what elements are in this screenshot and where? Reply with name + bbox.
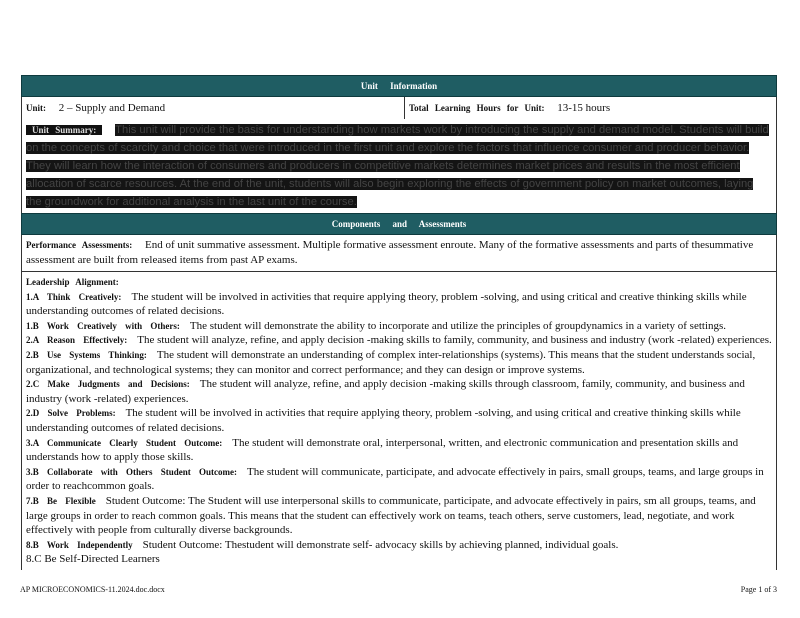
alignment-item	[26, 377, 772, 406]
alignment-code: 2.C Make Judgments and Decisions:	[26, 379, 190, 390]
alignment-item	[26, 290, 772, 319]
unit-row	[21, 97, 777, 119]
unit-document	[21, 75, 777, 570]
leadership-label: Leadership Alignment:	[26, 277, 119, 287]
alignment-item	[26, 494, 772, 538]
unit-value: 2 – Supply and Demand	[58, 102, 166, 114]
alignment-item	[26, 406, 772, 435]
summary-label: Unit Summary:	[26, 125, 102, 135]
footer-filename: AP MICROECONOMICS-11.2024.doc.docx	[20, 585, 165, 594]
components-header: Components and Assessments	[21, 213, 777, 235]
alignment-text: The student will be involved in activities that require applying theory, problem -solving, and using critical and creative thinking skills while understanding outcomes of related decisions.	[26, 290, 747, 318]
alignment-code: 2.A Reason Effectively:	[26, 335, 128, 346]
alignment-item	[26, 538, 772, 553]
footer-page-number: Page 1 of 3	[740, 585, 777, 594]
alignment-code: 3.B Collaborate with Others Student Outcome:	[26, 466, 237, 477]
unit-information-header: Unit Information	[21, 75, 777, 97]
alignment-code: 2.B Use Systems Thinking:	[26, 349, 147, 360]
hours-value: 13-15 hours	[557, 102, 611, 114]
alignment-text: The student will demonstrate the ability to incorporate and utilize the principles of groupdynamics in a variety of settings.	[189, 319, 727, 332]
alignment-text: The student will analyze, refine, and apply decision -making skills through classroom, family, community, and business and industry (work -related) experiences.	[26, 378, 745, 405]
alignment-code: 3.A Communicate Clearly Student Outcome:	[26, 437, 223, 448]
unit-cell	[22, 97, 405, 119]
alignment-text: Student Outcome: Thestudent will demonstrate self- advocacy skills by achieving planned, individual goals.	[142, 538, 619, 551]
page-footer	[20, 585, 777, 594]
alignment-item	[26, 348, 772, 377]
alignment-text: The student will communicate, participate, and advocate effectively in pairs, small groups, teams, and large groups in order to reachcommon goals.	[26, 465, 764, 493]
alignment-text: 8.C Be Self-Directed Learners	[26, 553, 160, 566]
alignment-text: The student will be involved in activities that require applying theory, problem -solving, and using critical and creative thinking skills while understanding outcomes of related decisions.	[26, 407, 741, 434]
alignment-item	[26, 436, 772, 465]
alignment-code: 1.B Work Creatively with Others:	[26, 320, 180, 331]
alignment-text: Student Outcome: The Student will use interpersonal skills to communicate, participate, and advocate effectively in pairs, sm all groups, teams, and large groups in order to reach common goals. This means that the student can effectively work on teams, teach others, serve customers, lead, negotiate, and work effectively with people from culturally diverse backgrounds.	[26, 494, 756, 537]
hours-label: Total Learning Hours for Unit:	[409, 103, 545, 113]
alignment-code: 7.B Be Flexible	[26, 495, 96, 506]
alignment-code: 2.D Solve Problems:	[26, 408, 116, 419]
alignment-text: The student will demonstrate an understanding of complex inter-relationships (systems). This means that the student understands social, organizational, and technological systems; they can monitor and correct performance; and they can design or improve systems.	[26, 348, 756, 376]
hours-cell	[405, 97, 776, 119]
alignment-text: The student will demonstrate oral, interpersonal, written, and electronic communication and presentation skills and understands how to apply those skills.	[26, 436, 739, 464]
alignment-text: The student will analyze, refine, and apply decision -making skills to family, community, and business and industry (work -related) experiences.	[137, 334, 772, 347]
alignment-item	[26, 333, 772, 348]
alignment-item	[26, 552, 772, 567]
unit-label: Unit:	[26, 103, 46, 113]
summary-text: This unit will provide the basis for understanding how markets work by introducing the supply and demand model. Students will build on the concepts of scarcity and choice that were introduced in the first unit and explore the factors that influence consumer and producer behavior. They will learn how the interaction of consumers and producers in competitive markets determines market prices and results in the most efficient allocation of scarce resources. At the end of the unit, students will also begin exploring the effects of government policy on market outcomes, laying the groundwork for additional analysis in the last unit of the course.	[26, 124, 769, 208]
leadership-alignment	[21, 272, 777, 570]
unit-summary	[21, 119, 777, 213]
alignment-item	[26, 319, 772, 334]
performance-label: Performance Assessments:	[26, 240, 133, 250]
alignment-item	[26, 465, 772, 494]
performance-text: End of unit summative assessment. Multiple formative assessment enroute. Many of the formative assessments and parts of thesummative assessment are built from released items from past AP exams.	[26, 239, 754, 266]
performance-assessments	[21, 235, 777, 272]
alignment-code: 1.A Think Creatively:	[26, 291, 122, 302]
alignment-code: 8.B Work Independently	[26, 539, 133, 550]
